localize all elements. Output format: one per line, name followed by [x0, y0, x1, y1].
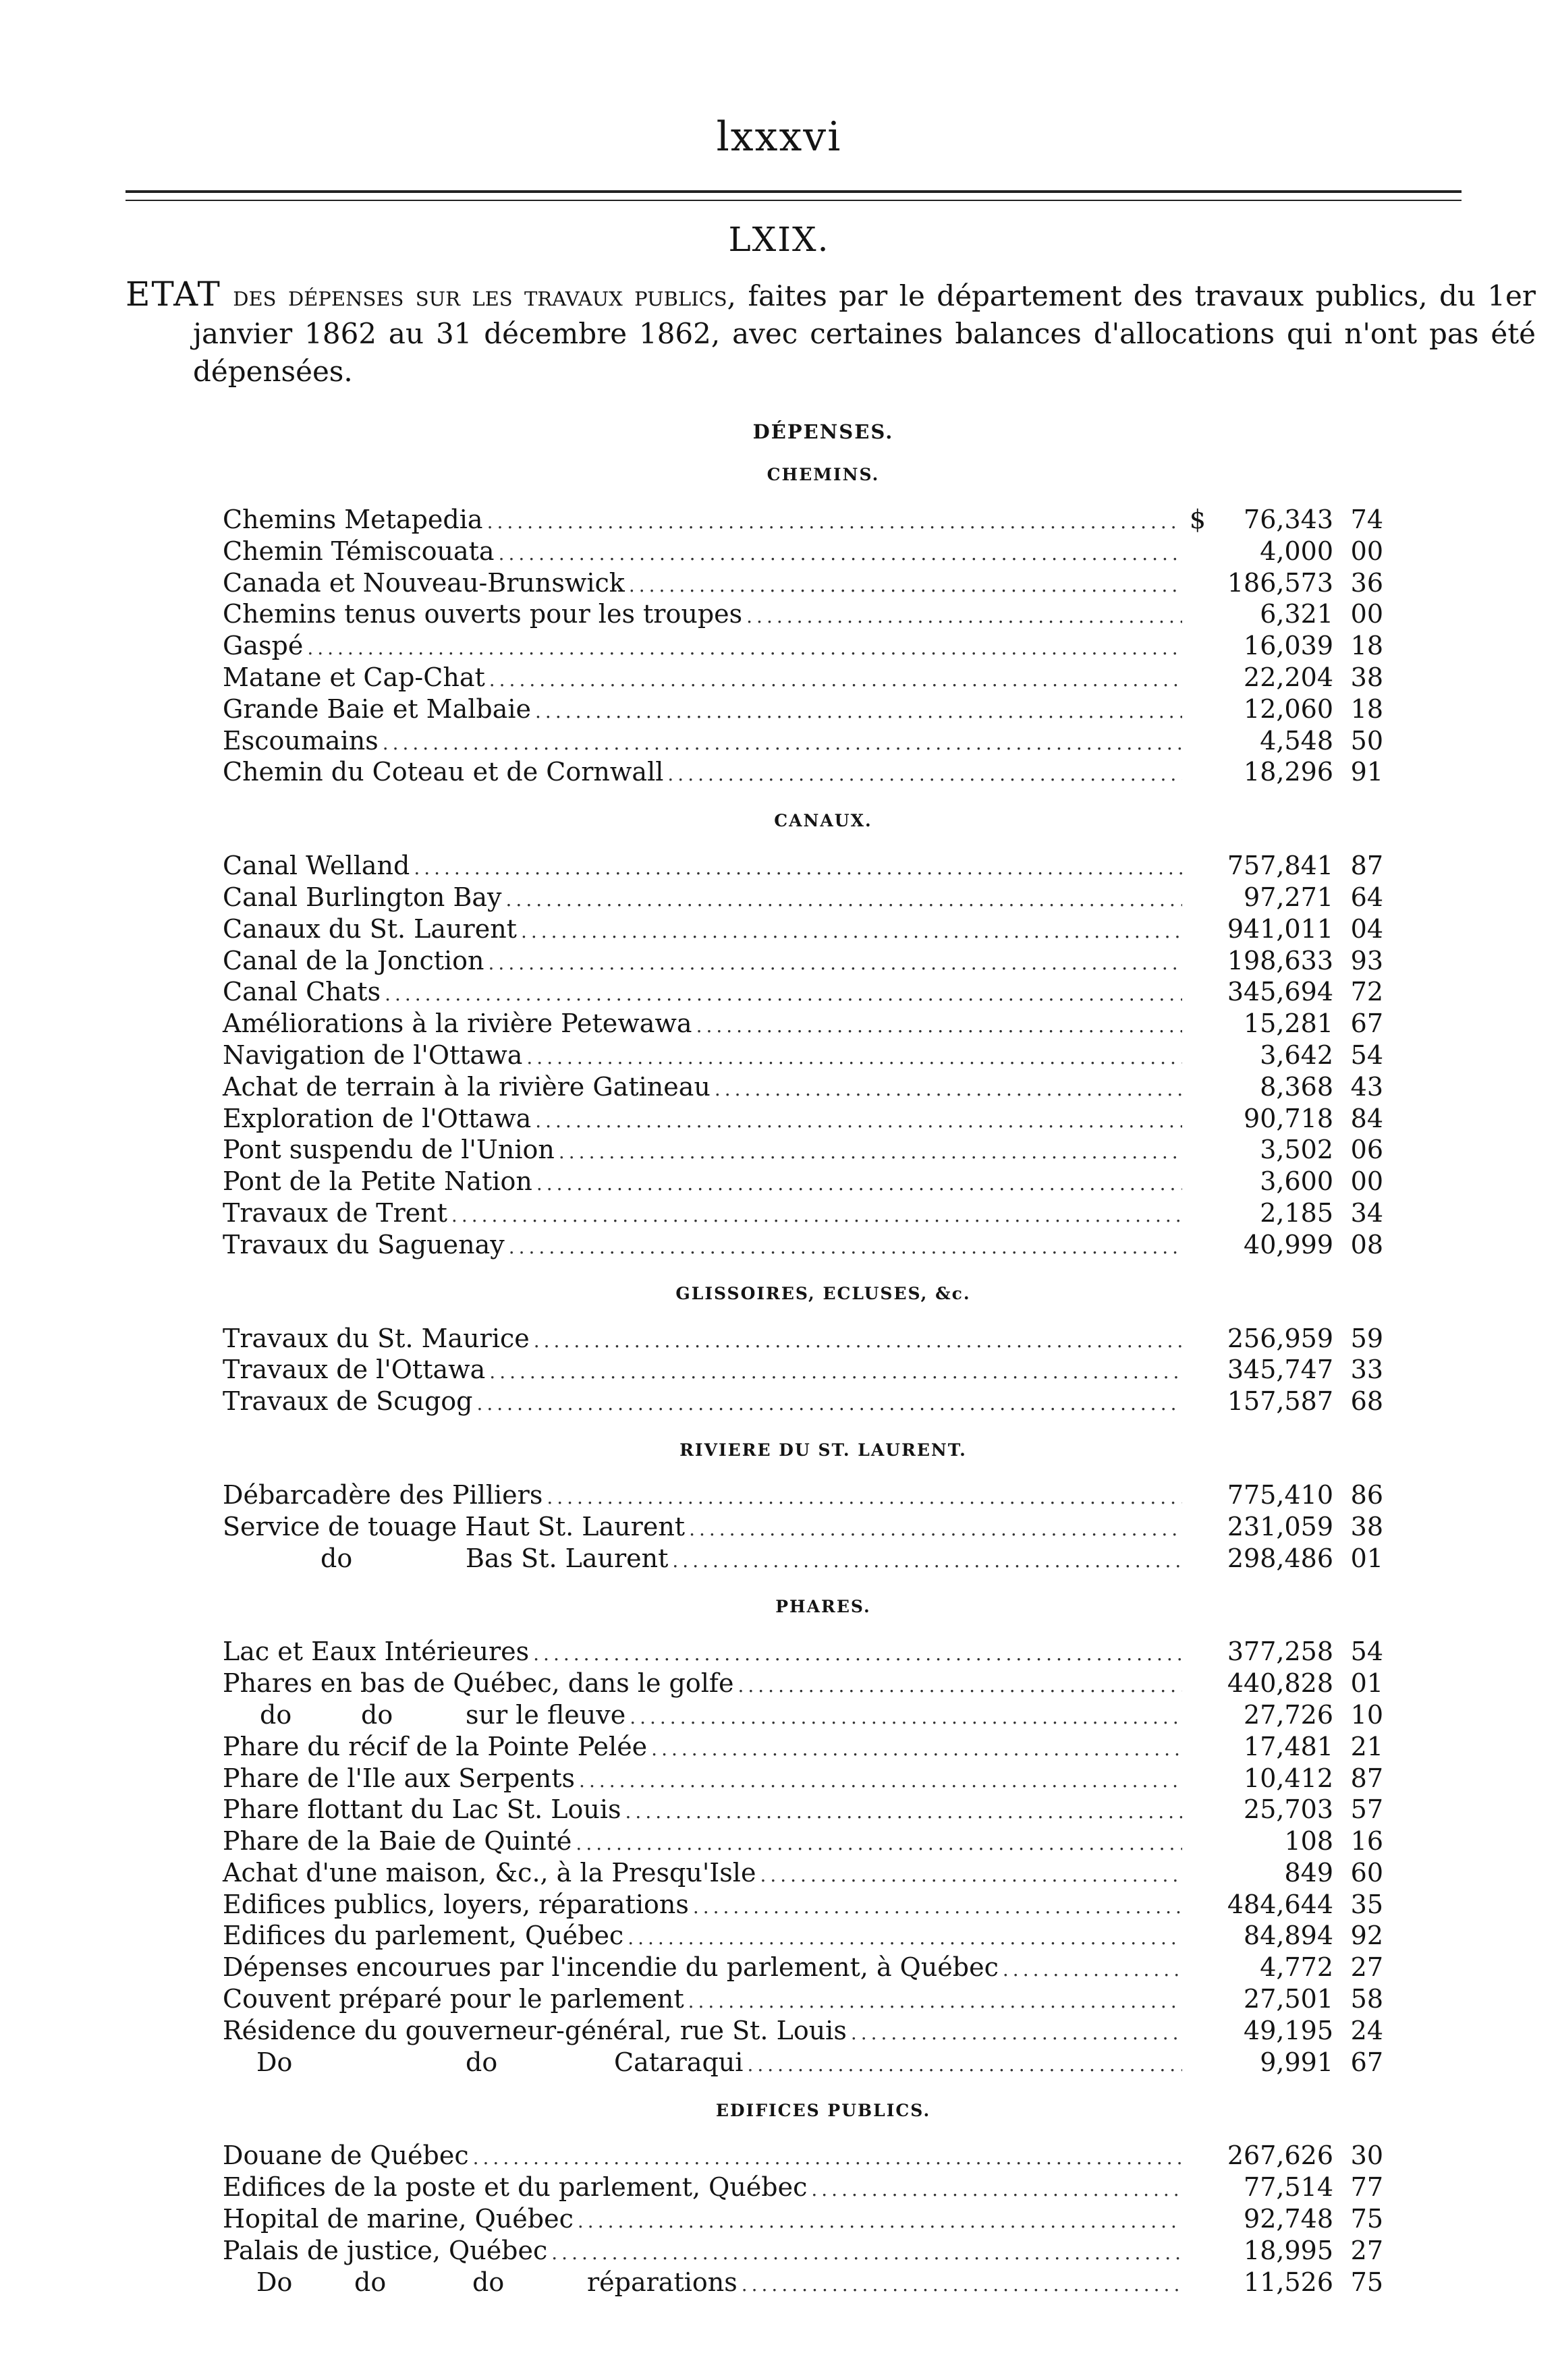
- row-amount: 345,747: [1227, 1355, 1333, 1385]
- table-row: [223, 1857, 1383, 1889]
- dot-leader: [760, 1860, 1182, 1892]
- row-cents: 75: [1350, 2204, 1383, 2234]
- ditto-mark: do: [321, 1543, 353, 1573]
- row-cents: 35: [1350, 1889, 1383, 1919]
- row-cents: 00: [1350, 599, 1383, 629]
- dot-leader: [385, 979, 1182, 1011]
- row-label: Phare flottant du Lac St. Louis: [223, 1794, 621, 1825]
- dot-leader: [628, 1923, 1182, 1954]
- row-label: Edifices publics, loyers, réparations: [223, 1889, 689, 1919]
- section-phares: [223, 1636, 1383, 2078]
- dollar-sign: $: [1189, 505, 1206, 534]
- table-row: [223, 2267, 1383, 2298]
- row-amount: 92,748: [1244, 2204, 1333, 2234]
- row-cents: 57: [1350, 1794, 1383, 1825]
- row-label-ditto: [223, 1543, 668, 1575]
- section-chemins: [223, 504, 1383, 788]
- intro-smallcaps: des dépenses sur les travaux publics,: [233, 279, 737, 312]
- table-row: [223, 2047, 1383, 2078]
- row-amount: 97,271: [1244, 882, 1333, 912]
- dot-leader: [473, 2143, 1182, 2174]
- row-cents: 06: [1350, 1135, 1383, 1165]
- row-cents: 54: [1350, 1637, 1383, 1667]
- row-amount: 9,991: [1260, 2047, 1333, 2077]
- dot-leader: [307, 633, 1182, 664]
- row-cents: 67: [1350, 1009, 1383, 1039]
- row-amount: 4,548: [1260, 725, 1333, 756]
- row-amount: 40,999: [1244, 1229, 1333, 1259]
- row-amount: 775,410: [1227, 1479, 1333, 1510]
- row-label: Edifices de la poste et du parlement, Québec: [223, 2172, 808, 2203]
- table-row: [223, 1825, 1383, 1857]
- dot-leader: [746, 601, 1182, 633]
- row-cents: 43: [1350, 1071, 1383, 1102]
- table-row: [223, 2140, 1383, 2172]
- row-label: Chemin du Coteau et de Cornwall: [223, 757, 664, 787]
- row-amount: 231,059: [1227, 1511, 1333, 1541]
- dot-leader: [521, 916, 1182, 948]
- dot-leader: [696, 1011, 1182, 1042]
- dot-leader: [811, 2174, 1182, 2206]
- row-cents: 87: [1350, 851, 1383, 881]
- row-amount: 12,060: [1244, 693, 1333, 724]
- row-label: Travaux de l'Ottawa: [223, 1355, 486, 1385]
- row-label: Couvent préparé pour le parlement: [223, 1984, 684, 2014]
- dot-leader: [576, 1828, 1182, 1860]
- table-row: [223, 913, 1383, 945]
- section-canaux: [223, 850, 1383, 1260]
- table-row: [223, 1386, 1383, 1417]
- row-cents: 84: [1350, 1103, 1383, 1133]
- dot-leader: [547, 1482, 1182, 1514]
- dot-leader: [476, 1388, 1182, 1420]
- dot-leader: [489, 664, 1182, 696]
- table-row: [223, 1920, 1383, 1952]
- row-cents: 50: [1350, 725, 1383, 756]
- table-row: [223, 1197, 1383, 1229]
- dot-leader: [629, 570, 1182, 602]
- row-cents: 33: [1350, 1355, 1383, 1385]
- table-row: [223, 976, 1383, 1008]
- table-row: [223, 1479, 1383, 1511]
- table-row: [223, 536, 1383, 567]
- table-row: [223, 567, 1383, 599]
- row-label: Chemins tenus ouverts pour les troupes: [223, 599, 743, 629]
- dot-leader: [451, 1200, 1182, 1232]
- table-row: [223, 1134, 1383, 1166]
- row-amount: 345,694: [1227, 977, 1333, 1007]
- row-cents: 21: [1350, 1731, 1383, 1761]
- header-rule-thin: [126, 200, 1462, 201]
- row-amount: 49,195: [1244, 2015, 1333, 2045]
- expense-table: [223, 415, 1383, 2314]
- row-cents: 58: [1350, 1984, 1383, 2014]
- row-label: Cataraqui: [614, 2047, 744, 2077]
- row-amount: 186,573: [1227, 567, 1333, 598]
- row-cents: 60: [1350, 1857, 1383, 1888]
- dot-leader: [414, 853, 1182, 884]
- row-cents: 64: [1350, 882, 1383, 912]
- section-glissoires: [223, 1323, 1383, 1417]
- ditto-mark: do: [472, 2267, 505, 2297]
- row-amount: 27,726: [1244, 1699, 1333, 1730]
- row-cents: 38: [1350, 1511, 1383, 1541]
- table-row: [223, 1543, 1383, 1575]
- table-row: [223, 2203, 1383, 2235]
- row-amount: 3,502: [1260, 1135, 1333, 1165]
- intro-paragraph: [126, 275, 1536, 391]
- dot-leader: [630, 1702, 1182, 1734]
- row-cents: 93: [1350, 945, 1383, 975]
- row-cents: 67: [1350, 2047, 1383, 2077]
- row-amount: 25,703: [1244, 1794, 1333, 1825]
- row-amount: 757,841: [1227, 851, 1333, 881]
- row-label: Canal Welland: [223, 851, 410, 881]
- row-cents: 92: [1350, 1921, 1383, 1951]
- row-label: Canaux du St. Laurent: [223, 913, 517, 944]
- row-cents: 00: [1350, 1166, 1383, 1197]
- row-amount: 484,644: [1227, 1889, 1333, 1919]
- row-label: Achat d'une maison, &c., à la Presqu'Isle: [223, 1857, 756, 1888]
- row-amount: 157,587: [1227, 1386, 1333, 1417]
- table-row: [223, 725, 1383, 757]
- row-label: Canada et Nouveau-Brunswick: [223, 567, 625, 598]
- row-label: Douane de Québec: [223, 2141, 469, 2171]
- dot-leader: [688, 1986, 1182, 2018]
- row-label: Edifices du parlement, Québec: [223, 1921, 624, 1951]
- row-label: sur le fleuve: [466, 1699, 626, 1730]
- table-row: [223, 2015, 1383, 2047]
- row-amount: 849: [1284, 1857, 1333, 1888]
- table-row: [223, 693, 1383, 725]
- dot-leader: [559, 1137, 1182, 1168]
- dot-leader: [578, 2206, 1182, 2238]
- row-cents: 75: [1350, 2267, 1383, 2297]
- table-row: [223, 1983, 1383, 2015]
- dot-leader: [509, 1232, 1182, 1264]
- row-amount: 84,894: [1244, 1921, 1333, 1951]
- dot-leader: [526, 1042, 1182, 1074]
- row-label: Escoumains: [223, 725, 379, 756]
- row-cents: 01: [1350, 1543, 1383, 1573]
- row-cents: 24: [1350, 2015, 1383, 2045]
- row-amount: 15,281: [1244, 1009, 1333, 1039]
- table-row: [223, 630, 1383, 662]
- table-row: [223, 1229, 1383, 1261]
- row-amount: 941,011: [1227, 913, 1333, 944]
- dot-leader: [489, 948, 1182, 980]
- row-label: Débarcadère des Pilliers: [223, 1479, 543, 1510]
- row-cents: 54: [1350, 1040, 1383, 1070]
- row-label: Lac et Eaux Intérieures: [223, 1637, 530, 1667]
- row-cents: 16: [1350, 1826, 1383, 1857]
- row-label: Phares en bas de Québec, dans le golfe: [223, 1668, 734, 1699]
- row-amount: 298,486: [1227, 1543, 1333, 1573]
- section-title-riviere: RIVIERE DU ST. LAURENT.: [679, 1440, 967, 1460]
- row-label: Bas St. Laurent: [466, 1543, 669, 1573]
- section-edifices: [223, 2140, 1383, 2298]
- row-cents: 04: [1350, 913, 1383, 944]
- row-amount: 22,204: [1244, 662, 1333, 692]
- dot-leader: [715, 1074, 1182, 1106]
- row-cents: 74: [1350, 505, 1383, 534]
- table-row: [223, 504, 1383, 536]
- section-riviere: [223, 1479, 1383, 1574]
- ditto-mark: Do: [256, 2267, 293, 2297]
- table-row: [223, 1668, 1383, 1699]
- dot-leader: [747, 2049, 1182, 2081]
- row-cents: 08: [1350, 1229, 1383, 1259]
- row-amount: 18,995: [1244, 2235, 1333, 2265]
- row-amount: 2,185: [1260, 1197, 1333, 1228]
- ditto-mark: do: [354, 2267, 387, 2297]
- dot-leader: [534, 1326, 1182, 1357]
- row-amount: 108: [1284, 1826, 1333, 1857]
- dot-leader: [487, 507, 1182, 538]
- table-row: [223, 1323, 1383, 1355]
- row-cents: 01: [1350, 1668, 1383, 1699]
- row-cents: 36: [1350, 567, 1383, 598]
- table-row: [223, 1166, 1383, 1197]
- row-label: Résidence du gouverneur-général, rue St. Louis: [223, 2015, 847, 2045]
- dot-leader: [667, 759, 1182, 791]
- row-cents: 27: [1350, 2235, 1383, 2265]
- row-label: Pont de la Petite Nation: [223, 1166, 532, 1197]
- row-amount: 16,039: [1244, 631, 1333, 661]
- section-title-edifices: EDIFICES PUBLICS.: [715, 2101, 931, 2121]
- row-amount: 8,368: [1260, 1071, 1333, 1102]
- row-cents: 00: [1350, 536, 1383, 566]
- row-cents: 91: [1350, 757, 1383, 787]
- row-label: Chemin Témiscouata: [223, 536, 495, 566]
- page-number: lxxxvi: [716, 113, 842, 161]
- row-cents: 68: [1350, 1386, 1383, 1417]
- row-cents: 30: [1350, 2141, 1383, 2171]
- row-amount: 3,642: [1260, 1040, 1333, 1070]
- row-label: Travaux du St. Maurice: [223, 1323, 530, 1353]
- intro-text: faites par le département des travaux publics, du 1er janvier 1862 au 31 décembre 1862, avec certaines balances d'allocations qui n'ont pas été dépensées.: [193, 279, 1536, 388]
- table-row: [223, 1794, 1383, 1825]
- row-label-ditto: [223, 1699, 625, 1731]
- row-amount: 267,626: [1227, 2141, 1333, 2171]
- row-cents: 38: [1350, 662, 1383, 692]
- table-row: [223, 1103, 1383, 1135]
- row-label: Travaux du Saguenay: [223, 1229, 505, 1259]
- table-row: [223, 2172, 1383, 2203]
- row-label: Canal de la Jonction: [223, 945, 484, 975]
- row-label-ditto: [223, 2267, 738, 2298]
- dot-leader: [579, 1765, 1182, 1797]
- ditto-mark: Do: [256, 2047, 293, 2077]
- dot-leader: [551, 2238, 1182, 2269]
- ditto-mark: do: [361, 1699, 393, 1730]
- row-label: Navigation de l'Ottawa: [223, 1040, 523, 1070]
- ditto-mark: do: [466, 2047, 498, 2077]
- row-amount: 77,514: [1244, 2172, 1333, 2203]
- header-rule: [126, 190, 1462, 193]
- row-amount: 10,412: [1244, 1763, 1333, 1793]
- row-label: Grande Baie et Malbaie: [223, 693, 532, 724]
- table-row: [223, 598, 1383, 630]
- row-label: Travaux de Trent: [223, 1197, 447, 1228]
- row-cents: 34: [1350, 1197, 1383, 1228]
- dot-leader: [625, 1796, 1182, 1828]
- row-label: Canal Burlington Bay: [223, 882, 502, 912]
- table-row: [223, 1699, 1383, 1731]
- dot-leader: [742, 2269, 1182, 2301]
- row-label: Hopital de marine, Québec: [223, 2204, 574, 2234]
- row-cents: 18: [1350, 693, 1383, 724]
- row-amount: 256,959: [1227, 1323, 1333, 1353]
- dot-leader: [383, 728, 1182, 760]
- section-title-phares: PHARES.: [775, 1597, 871, 1617]
- dot-leader: [535, 1106, 1182, 1137]
- table-row: [223, 662, 1383, 693]
- row-amount: 4,000: [1260, 536, 1333, 566]
- table-row: [223, 1511, 1383, 1543]
- row-cents: 77: [1350, 2172, 1383, 2203]
- table-row: [223, 1040, 1383, 1071]
- row-cents: 10: [1350, 1699, 1383, 1730]
- row-amount: 90,718: [1244, 1103, 1333, 1133]
- row-amount: 11,526: [1244, 2267, 1333, 2297]
- row-label: Exploration de l'Ottawa: [223, 1103, 532, 1133]
- dot-leader: [506, 884, 1182, 916]
- table-row: [223, 1731, 1383, 1763]
- row-label: Phare du récif de la Pointe Pelée: [223, 1731, 648, 1761]
- row-amount: 3,600: [1260, 1166, 1333, 1197]
- section-title-chemins: CHEMINS.: [767, 465, 880, 484]
- dot-leader: [672, 1546, 1182, 1577]
- document-number: LXIX.: [728, 220, 830, 259]
- row-label: Dépenses encourues par l'incendie du parlement, à Québec: [223, 1952, 999, 1983]
- dot-leader: [489, 1357, 1182, 1388]
- section-title-glissoires: GLISSOIRES, ECLUSES, &c.: [675, 1283, 971, 1303]
- table-row: [223, 882, 1383, 913]
- table-row: [223, 756, 1383, 788]
- row-amount: 76,343: [1244, 505, 1333, 534]
- row-amount: 27,501: [1244, 1984, 1333, 2014]
- dot-leader: [693, 1892, 1182, 1923]
- table-row: [223, 850, 1383, 882]
- intro-lead: ETAT: [126, 275, 221, 314]
- main-heading: DÉPENSES.: [752, 420, 894, 443]
- row-label: Travaux de Scugog: [223, 1386, 473, 1417]
- dot-leader: [651, 1734, 1182, 1765]
- table-row: [223, 1354, 1383, 1386]
- table-row: [223, 1636, 1383, 1668]
- row-amount: 4,772: [1260, 1952, 1333, 1983]
- table-row: [223, 1889, 1383, 1921]
- row-label: Gaspé: [223, 631, 304, 661]
- row-cents: 72: [1350, 977, 1383, 1007]
- row-label: Chemins Metapedia: [223, 505, 483, 534]
- table-row: [223, 1008, 1383, 1040]
- row-label: Achat de terrain à la rivière Gatineau: [223, 1071, 711, 1102]
- row-label: Phare de la Baie de Quinté: [223, 1826, 572, 1857]
- row-cents: 59: [1350, 1323, 1383, 1353]
- dot-leader: [536, 1168, 1182, 1200]
- row-label-ditto: [223, 2047, 743, 2078]
- dot-leader: [851, 2018, 1182, 2049]
- row-cents: 87: [1350, 1763, 1383, 1793]
- row-label: Améliorations à la rivière Petewawa: [223, 1009, 692, 1039]
- row-amount: 17,481: [1244, 1731, 1333, 1761]
- row-amount: 198,633: [1227, 945, 1333, 975]
- dot-leader: [1003, 1954, 1182, 1986]
- row-label: Palais de justice, Québec: [223, 2235, 548, 2265]
- row-amount: 18,296: [1244, 757, 1333, 787]
- dot-leader: [738, 1670, 1182, 1702]
- section-title-canaux: CANAUX.: [774, 811, 872, 831]
- dot-leader: [499, 538, 1182, 570]
- row-label: réparations: [587, 2267, 738, 2297]
- row-amount: 6,321: [1260, 599, 1333, 629]
- ditto-mark: do: [260, 1699, 292, 1730]
- row-amount: 440,828: [1227, 1668, 1333, 1699]
- row-label: Service de touage Haut St. Laurent: [223, 1511, 686, 1541]
- row-label: Pont suspendu de l'Union: [223, 1135, 555, 1165]
- row-cents: 18: [1350, 631, 1383, 661]
- row-label: Canal Chats: [223, 977, 381, 1007]
- row-label: Matane et Cap-Chat: [223, 662, 485, 692]
- table-row: [223, 1763, 1383, 1794]
- row-amount: 377,258: [1227, 1637, 1333, 1667]
- table-row: [223, 1071, 1383, 1103]
- dot-leader: [535, 696, 1182, 728]
- table-row: [223, 945, 1383, 977]
- dot-leader: [689, 1514, 1182, 1546]
- table-row: [223, 1952, 1383, 1983]
- row-label: Phare de l'Ile aux Serpents: [223, 1763, 576, 1793]
- table-row: [223, 2235, 1383, 2267]
- row-cents: 86: [1350, 1479, 1383, 1510]
- dot-leader: [533, 1639, 1182, 1670]
- row-cents: 27: [1350, 1952, 1383, 1983]
